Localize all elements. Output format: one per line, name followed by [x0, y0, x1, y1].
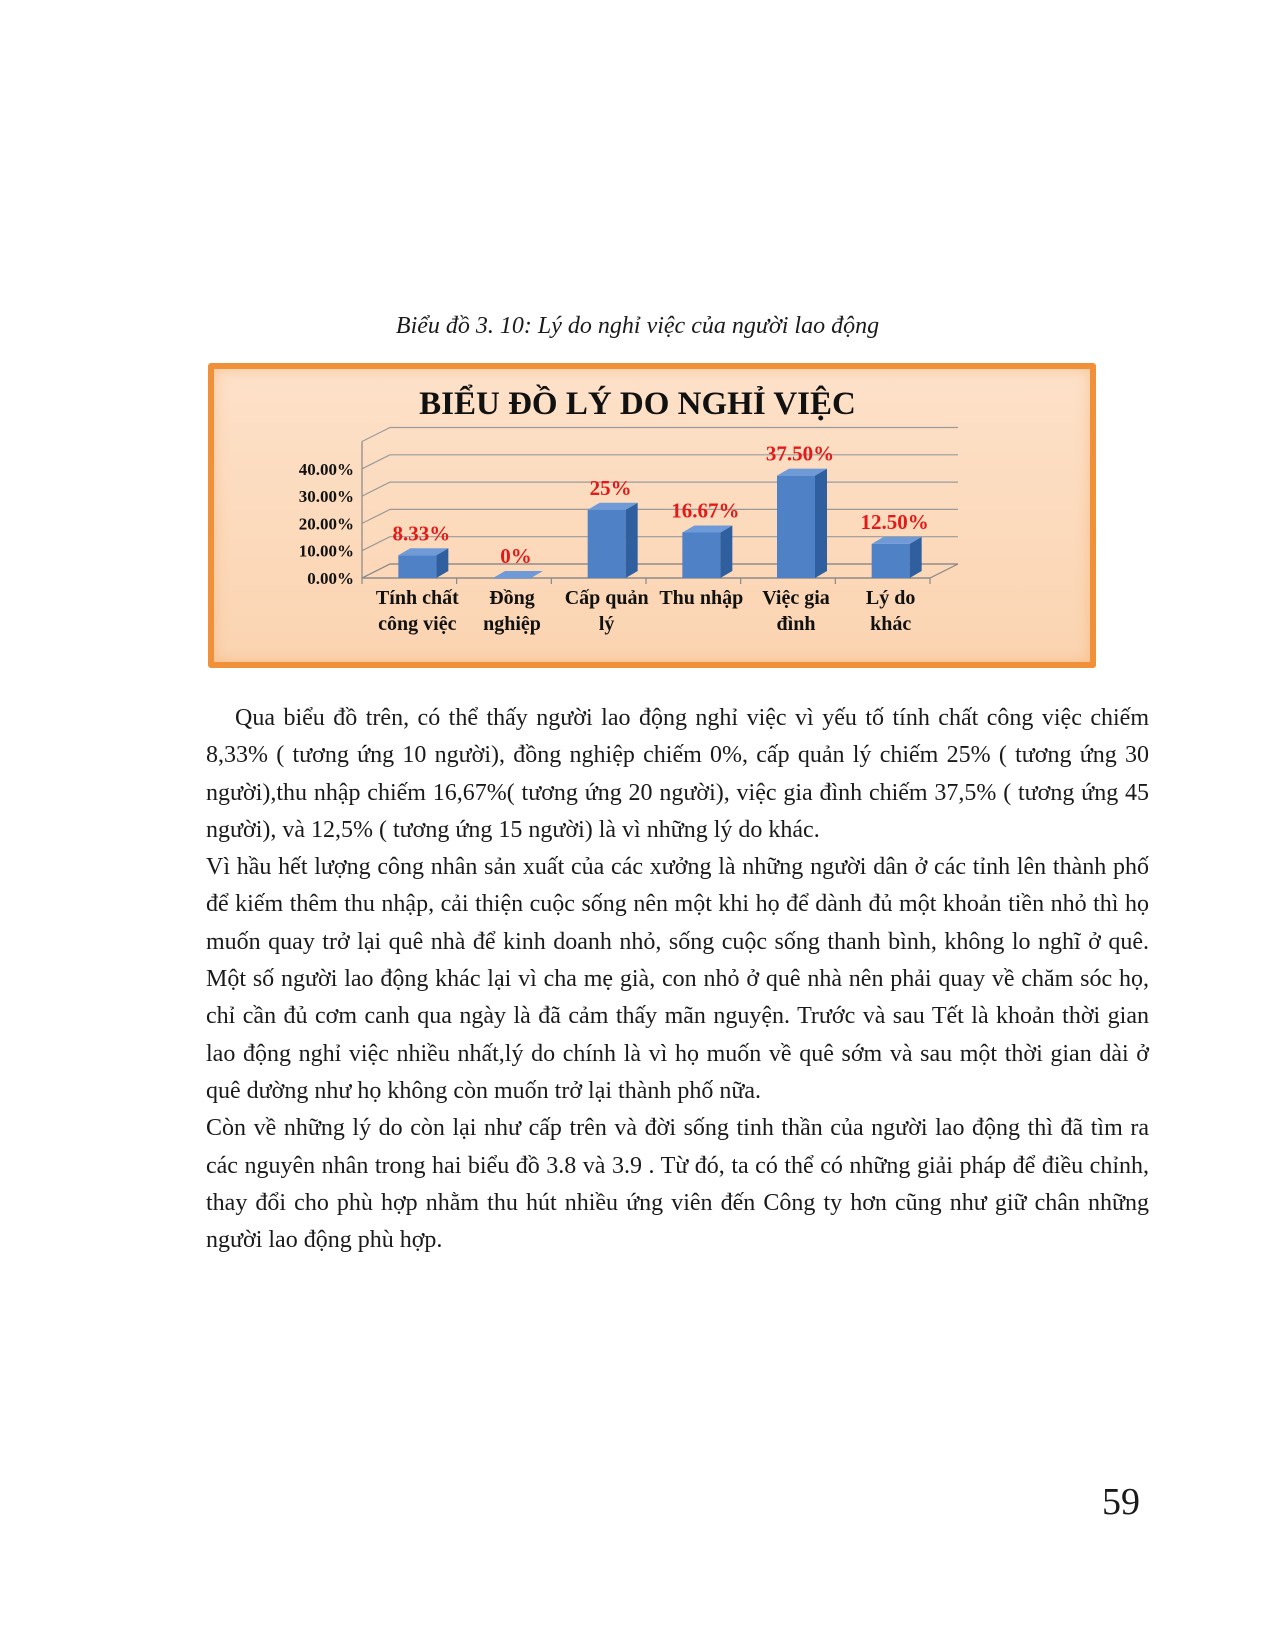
category-label: lý [598, 613, 615, 635]
data-label: 37.50% [765, 441, 835, 466]
bar-front [398, 555, 436, 578]
y-tick-label: 30.00% [298, 487, 354, 507]
bar-top [493, 571, 543, 578]
bar-front [588, 510, 626, 578]
category-label: đình [776, 613, 816, 635]
category-label: Cấp quản [564, 587, 649, 609]
bar-side [720, 525, 732, 578]
bar-side [910, 537, 922, 578]
gridline [362, 428, 958, 442]
data-label: 8.33% [392, 521, 451, 546]
category-label: Việc gia [762, 587, 830, 609]
y-tick-label: 10.00% [298, 541, 354, 561]
bar-front [682, 532, 720, 578]
paragraph-3: Còn về những lý do còn lại như cấp trên và đời sống tinh thần của người lao động thì đã tìm ra các nguyên nhân trong hai biểu đồ 3.8 và 3.9 . Từ đó, ta có thể có những giải pháp để điều chỉnh, thay đổi cho phù hợp nhằm thu hút nhiều ứng viên đến Công ty hơn cũng như giữ chân những người lao động phù hợp. [206, 1115, 1149, 1254]
category-label: Lý do [865, 587, 916, 609]
data-label: 16.67% [671, 498, 740, 523]
data-label: 25% [589, 475, 632, 500]
page-number: 59 [1102, 1481, 1140, 1523]
data-label: 0% [500, 544, 532, 568]
bar-chart [0, 0, 1275, 700]
bar-side [815, 469, 827, 578]
gridline [362, 482, 958, 496]
gridline [362, 537, 958, 551]
gridline [362, 455, 958, 469]
category-label: Tính chất [375, 587, 459, 609]
data-label: 12.50% [860, 509, 929, 534]
paragraph-2: Vì hầu hết lượng công nhân sản xuất của các xưởng là những người dân ở các tỉnh lên thành phố để kiếm thêm thu nhập, cải thiện cuộc sống nên một khi họ để dành đủ một khoản tiền nhỏ thì họ muốn quay trở lại quê nhà để kinh doanh nhỏ, sống cuộc sống thanh bình, không lo nghĩ ở quê. Một số người lao động khác lại vì cha mẹ già, con nhỏ ở quê nhà nên phải quay về chăm sóc họ, chỉ cần đủ cơm canh qua ngày là đã cảm thấy mãn nguyện. Trước và sau Tết là khoản thời gian lao động nghỉ việc nhiều nhất,lý do chính là vì họ muốn về quê sớm và sau một thời gian dài ở quê dường như họ không còn muốn trở lại thành phố nữa. [206, 854, 1149, 1104]
y-tick-label: 40.00% [298, 459, 354, 479]
category-label: khác [870, 613, 912, 635]
body-text [206, 700, 1149, 1259]
gridline [362, 564, 958, 578]
paragraph-1: Qua biểu đồ trên, có thể thấy người lao động nghỉ việc vì yếu tố tính chất công việc chiếm 8,33% ( tương ứng 10 người), đồng nghiệp chiếm 0%, cấp quản lý chiếm 25% ( tương ứng 30 người),thu nhập chiếm 16,67%( tương ứng 20 người), việc gia đình chiếm 37,5% ( tương ứng 45 người), và 12,5% ( tương ứng 15 người) là vì những lý do khác. [206, 705, 1149, 843]
bar-front [777, 476, 815, 578]
figure-caption: Biểu đồ 3. 10: Lý do nghỉ việc của người lao động [395, 313, 880, 339]
bar-side [626, 503, 638, 578]
y-tick-label: 0.00% [307, 569, 354, 588]
category-label: nghiệp [483, 613, 541, 635]
chart-title: BIỂU ĐỒ LÝ DO NGHỈ VIỆC [419, 386, 856, 422]
category-label: Thu nhập [659, 587, 744, 609]
chart-floor [362, 564, 958, 578]
bar-front [493, 578, 531, 579]
bar-front [872, 544, 910, 578]
category-label: Đồng [489, 587, 535, 609]
y-tick-label: 20.00% [298, 514, 354, 534]
category-label: công việc [378, 613, 457, 635]
